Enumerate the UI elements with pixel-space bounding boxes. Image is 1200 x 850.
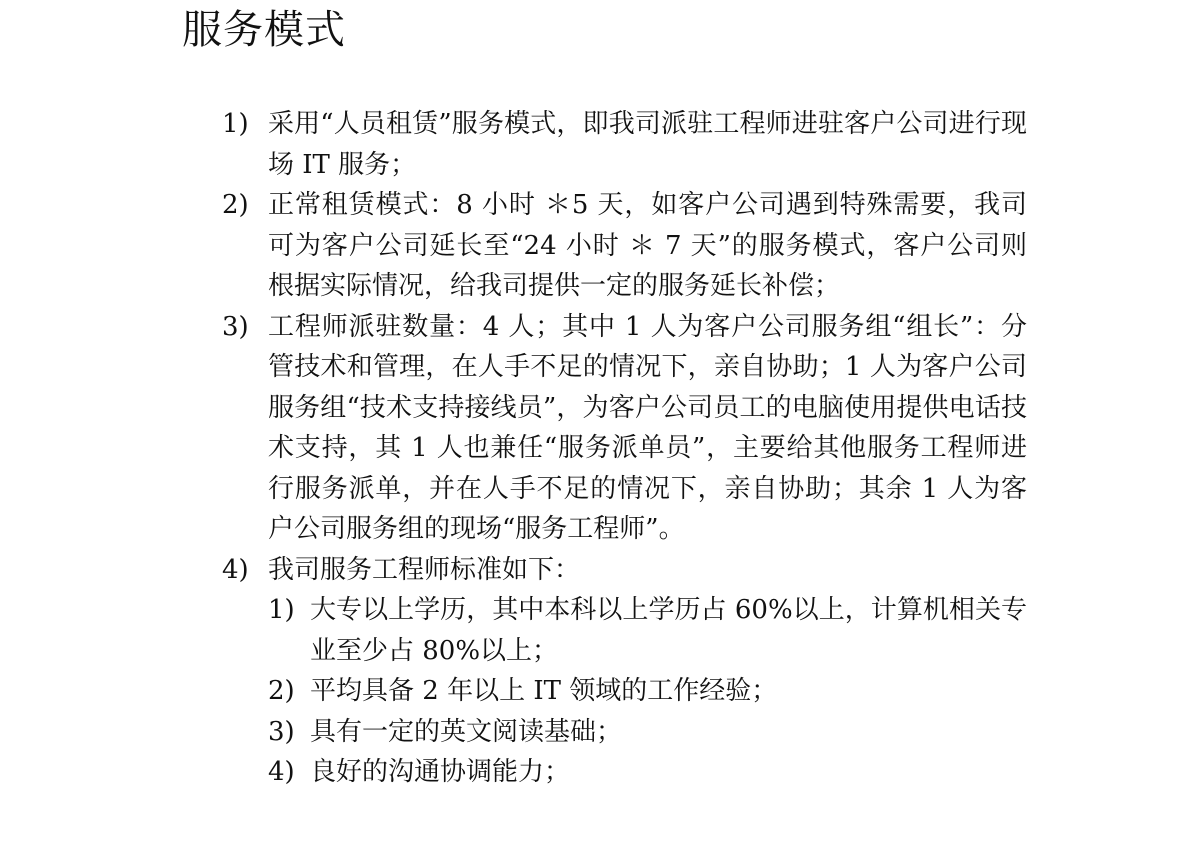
sub-list-item	[268, 712, 1027, 753]
section-heading: 服务模式	[182, 7, 346, 53]
engineer-standards-list	[268, 590, 1027, 793]
list-marker: 1)	[222, 109, 249, 139]
list-marker: 3)	[222, 311, 249, 342]
list-item-text: 采用“人员租赁”服务模式，即我司派驻工程师进驻客户公司进行现场 IT 服务；	[268, 109, 1027, 180]
list-item-text: 正常租赁模式：8 小时 ＊5 天，如客户公司遇到特殊需要，我司可为客户公司延长至“24 小时 ＊ 7 天”的服务模式，客户公司则根据实际情况，给我司提供一定的服务延长补偿；	[268, 190, 1027, 301]
service-mode-list	[222, 104, 1027, 793]
sub-list-marker: 2)	[268, 676, 295, 706]
list-item	[222, 307, 1027, 550]
sub-list-marker: 3)	[268, 716, 295, 747]
list-item	[222, 104, 1027, 185]
list-marker: 4)	[222, 554, 249, 585]
sub-list-item-text: 具有一定的英文阅读基础；	[310, 716, 623, 747]
sub-list-item	[268, 752, 1027, 793]
sub-list-item-text: 大专以上学历，其中本科以上学历占 60%以上，计算机相关专业至少占 80%以上；	[310, 595, 1027, 666]
sub-list-item-text: 平均具备 2 年以上 IT 领域的工作经验；	[310, 676, 778, 706]
sub-list-item	[268, 671, 1027, 712]
sub-list-item-text: 良好的沟通协调能力；	[310, 757, 571, 787]
list-item	[222, 550, 1027, 793]
sub-list-marker: 1)	[268, 595, 295, 625]
list-marker: 2)	[222, 190, 249, 220]
list-item-text: 工程师派驻数量：4 人；其中 1 人为客户公司服务组“组长”：分管技术和管理，在人手不足的情况下，亲自协助；1 人为客户公司服务组“技术支持接线员”，为客户公司员工的电脑使用提供电话技术支持，其 1 人也兼任“服务派单员”，主要给其他服务工程师进行服务派单，并在人手不足的情况下，亲自协助；其余 1 人为客户公司服务组的现场“服务工程师”。	[268, 311, 1027, 544]
list-item	[222, 185, 1027, 307]
list-item-text: 我司服务工程师标准如下：	[268, 554, 581, 585]
sub-list-item	[268, 590, 1027, 671]
sub-list-marker: 4)	[268, 757, 295, 787]
